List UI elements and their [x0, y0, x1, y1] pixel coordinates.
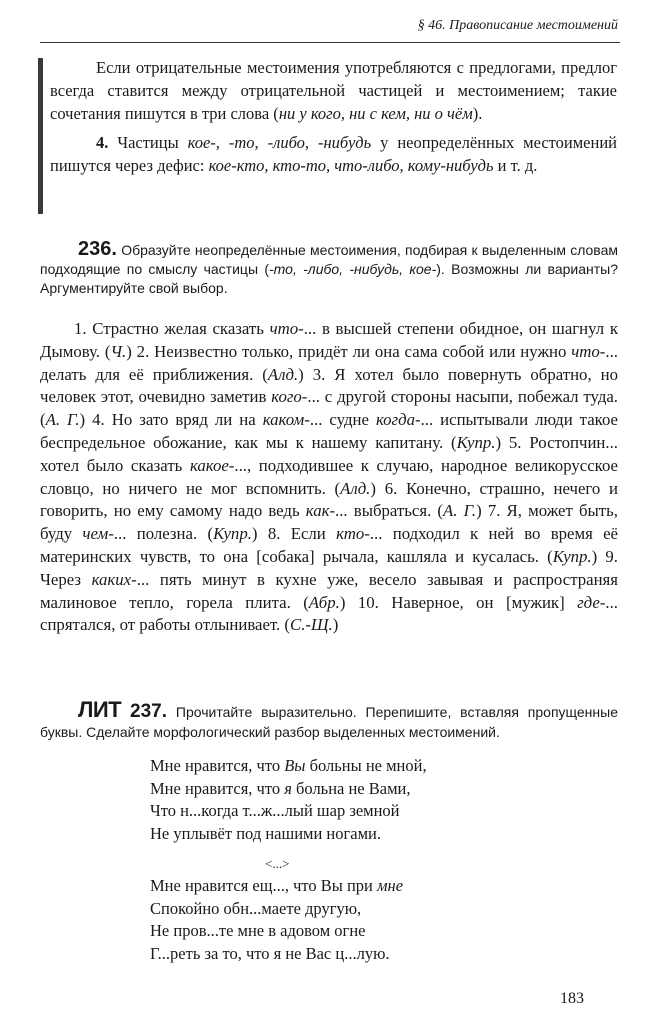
running-header: § 46. Правописание местоимений [417, 18, 618, 33]
italic-fragment: кто- [336, 524, 370, 544]
italic-fragment: Ч. [110, 341, 127, 361]
text-fragment: Если отрицательные местоимения употребляются с предлогами, предлог всегда ставится между отрицательной частицей и местоимением; такие сочетания пишутся в три слова ( [50, 58, 617, 123]
text-fragment: Мне нравится, что [150, 778, 285, 798]
poem-omission-mark [150, 853, 550, 875]
italic-fragment: Алд. [267, 364, 299, 384]
text-fragment: ... в высшей степени обидное, он шагнул к Дымову. ( [40, 319, 618, 361]
text-fragment: ) 6. Конечно, страшно, нечего и говорить, но ему самому надо ведь [40, 478, 618, 521]
rule-paragraph-2 [42, 131, 617, 177]
italic-fragment: чем- [82, 524, 114, 544]
poem-line [150, 778, 550, 801]
text-fragment: ... спрятался, от работы отлынивает. ( [40, 592, 618, 635]
italic-fragment: кого- [271, 387, 308, 407]
exercise-236-task [40, 240, 618, 298]
text-fragment: ) 4. Но зато вряд ли на [79, 410, 263, 430]
poem-line [150, 823, 550, 846]
text-fragment: ..., подходившее к случаю, народное великорусское словцо, но ничего не мог вспомнить. ( [40, 455, 619, 498]
exercise-236-text [40, 318, 618, 637]
poem-line [150, 920, 550, 943]
italic-fragment: каком- [262, 410, 310, 430]
poem-line [150, 800, 550, 823]
text-fragment: 1. Страстно желая сказать [74, 319, 270, 338]
text-fragment: ) 3. Я хотел было повернуть обратно, но человек этот, очевидно заметив [40, 364, 618, 407]
text-fragment: Не пров...те мне в адовом огне [150, 921, 366, 940]
text-fragment: у неопределённых местоимений пишутся через дефис: [50, 133, 617, 175]
italic-fragment: Алд. [340, 478, 371, 498]
poem-line [150, 943, 550, 966]
italic-fragment: Купр. [552, 546, 592, 566]
italic-fragment: С.-Щ. [290, 615, 333, 635]
text-fragment: ... испытывали люди такое беспредельное обожание, как мы к нашему капитану. ( [40, 410, 619, 452]
exercise-236-number: 236. [78, 238, 117, 260]
italic-fragment: А. Г. [45, 410, 80, 430]
italic-fragment: когда- [375, 410, 421, 430]
text-fragment: и т. д. [493, 156, 538, 175]
italic-fragment: Вы [284, 756, 306, 775]
page-number: 183 [560, 990, 584, 1007]
exercise-237-task [40, 697, 618, 742]
header-divider [40, 42, 620, 43]
exercise-237-number: 237. [130, 701, 168, 722]
italic-fragment: Абр. [308, 592, 340, 612]
text-fragment: Образуйте неопределённые местоимения, подбирая к выделенным словам подходящие по смыслу частицы ( [40, 242, 618, 277]
rule-paragraph-1 [42, 56, 617, 125]
italic-fragment: Купр. [213, 524, 252, 544]
italic-fragment: что- [269, 319, 304, 338]
italic-fragment: А. Г. [443, 501, 477, 521]
text-fragment: ... с другой стороны насыпи, побежал туда. ( [40, 387, 619, 430]
poem-line [150, 755, 550, 778]
text-fragment: ... полезна. ( [113, 524, 214, 544]
text-fragment: ). Возможны ли варианты? Аргументируйте свой выбор. [40, 261, 618, 296]
text-fragment: ) 9. Через [40, 546, 618, 589]
italic-fragment: где- [577, 592, 606, 612]
poem-line [150, 898, 550, 921]
italic-fragment: как- [305, 501, 336, 521]
bold-fragment: 4. [96, 133, 109, 152]
exercise-237-instructions: Прочитайте выразительно. Перепишите, вставляя пропущенные буквы. Сделайте морфологический разбор выделенных местоимений. [40, 704, 618, 740]
italic-fragment: -то, -либо, -нибудь, кое- [268, 261, 437, 277]
text-fragment: ) 8. Если [251, 524, 337, 544]
italic-fragment: кое-, -то, -либо, -нибудь [187, 133, 372, 152]
text-fragment: ) 5. Ростопчин... хотел было сказать [40, 432, 618, 475]
text-fragment: ) 10. Наверное, он [мужик] [339, 592, 578, 612]
poem [150, 755, 550, 965]
italic-fragment: ни у кого, ни с кем, ни о чём [278, 104, 473, 123]
text-fragment: ... подходил к ней во время её материнских чувств, то она [собака] рычала, кашляла и кусалась. ( [40, 524, 619, 566]
italic-fragment: мне [377, 876, 404, 895]
text-fragment: ... судне [309, 410, 376, 430]
text-fragment: ). [472, 104, 483, 123]
text-fragment: Г...реть за то, что я не Вас ц...лую. [150, 943, 390, 963]
italic-fragment: кое-кто, кто-то, что-либо, кому-нибудь [208, 156, 494, 175]
text-fragment: Спокойно обн...маете другую, [150, 898, 362, 918]
text-fragment: Частицы [108, 133, 188, 152]
poem-line [150, 875, 550, 898]
text-fragment: ... делать для её приближения. ( [40, 341, 618, 384]
text-fragment: Мне нравится ещ..., что Вы при [150, 876, 377, 895]
text-fragment: больна не Вами, [291, 778, 411, 798]
italic-fragment: я [284, 778, 292, 798]
text-fragment: Мне нравится, что [150, 756, 285, 775]
text-fragment: Что н...когда т...ж...лый шар земной [150, 801, 400, 820]
rule-side-bar [38, 58, 43, 214]
text-fragment: ) 2. Неизвестно только, придёт ли она сама собой или нужно [126, 341, 572, 361]
text-fragment: ... выбраться. ( [335, 501, 443, 521]
text-fragment: Не уплывёт под нашими ногами. [150, 823, 381, 843]
text-fragment: <...> [265, 856, 290, 871]
lit-badge: ЛИТ [78, 697, 122, 722]
text-fragment: ) [332, 615, 339, 635]
italic-fragment: Купр. [456, 432, 496, 452]
exercise-236-instructions [40, 242, 618, 296]
rule-box [42, 56, 617, 177]
italic-fragment: каких- [91, 569, 137, 589]
italic-fragment: какое- [189, 455, 235, 475]
text-fragment: больны не мной, [305, 756, 427, 775]
text-fragment: ... пять минут в кухне уже, весело завывая и распространяя малиновое тепло, горела плита. ( [40, 569, 618, 612]
italic-fragment: что- [571, 341, 606, 361]
text-fragment: ) 7. Я, может быть, буду [40, 501, 618, 544]
